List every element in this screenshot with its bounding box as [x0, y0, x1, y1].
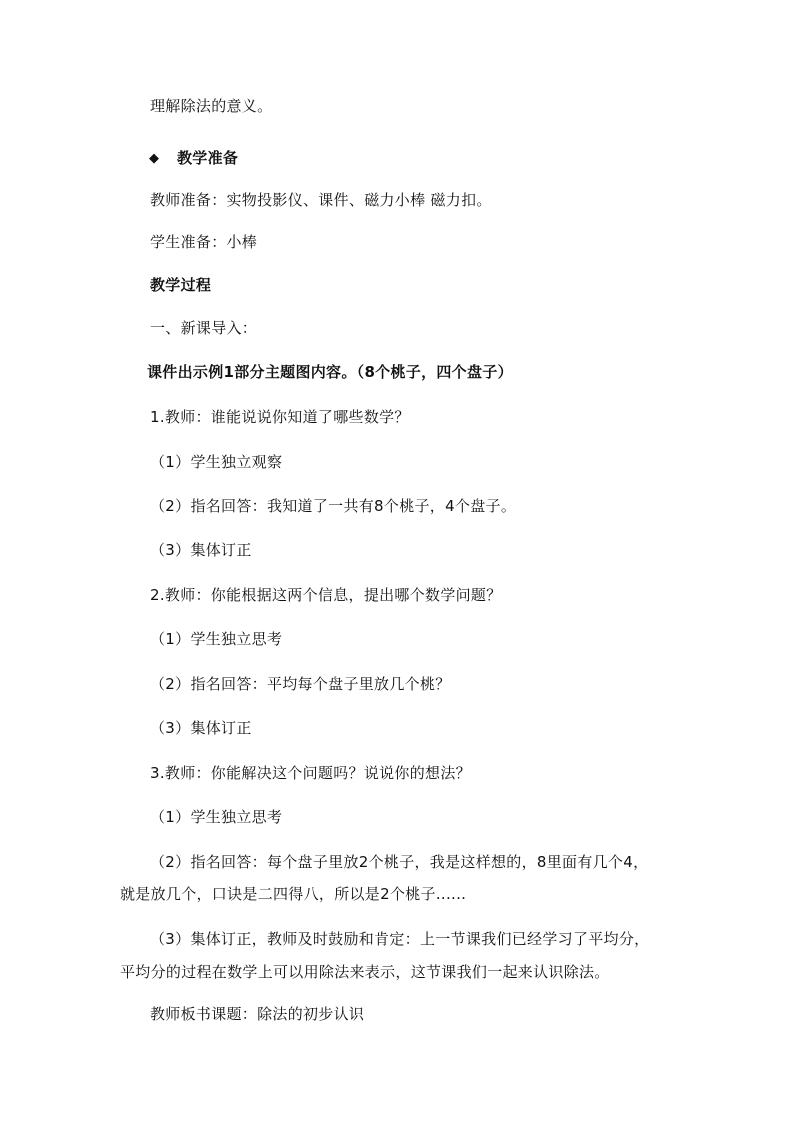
- text-line: （2）指名回答：我知道了一共有8个桃子，4个盘子。: [150, 497, 517, 515]
- text-line: 教师准备：实物投影仪、课件、磁力小棒 磁力扣。: [150, 191, 492, 209]
- text-line: 教师板书课题：除法的初步认识: [150, 1005, 365, 1023]
- text-line: （1）学生独立观察: [150, 453, 283, 471]
- diamond-bullet-icon: ◆: [149, 151, 159, 166]
- section-heading: 教学过程: [150, 276, 212, 294]
- text-line: 1.教师：谁能说说你知道了哪些数学？: [150, 408, 410, 426]
- text-line: 3.教师：你能解决这个问题吗？说说你的想法？: [150, 764, 471, 782]
- text-line: （3）集体订正: [150, 719, 252, 737]
- text-line: 理解除法的意义。: [150, 97, 273, 115]
- text-line: （2）指名回答：平均每个盘子里放几个桃？: [150, 675, 451, 693]
- text-line: 学生准备：小棒: [150, 233, 258, 251]
- text-line: 就是放几个，口诀是二四得八，所以是2个桃子......: [120, 885, 467, 903]
- text-line: （2）指名回答：每个盘子里放2个桃子，我是这样想的，8里面有几个4，: [150, 853, 649, 871]
- text-line-bold: 课件出示例1部分主题图内容。（8个桃子，四个盘子）: [147, 363, 513, 381]
- text-line: （3）集体订正: [150, 541, 252, 559]
- text-line: （1）学生独立思考: [150, 808, 283, 826]
- text-line: 一、新课导入：: [150, 319, 258, 337]
- section-heading: 教学准备: [177, 149, 239, 167]
- text-line: （3）集体订正，教师及时鼓励和肯定：上一节课我们已经学习了平均分，: [150, 930, 650, 948]
- text-line: 2.教师：你能根据这两个信息，提出哪个数学问题？: [150, 586, 502, 604]
- text-line: （1）学生独立思考: [150, 630, 283, 648]
- text-line: 平均分的过程在数学上可以用除法来表示，这节课我们一起来认识除法。: [120, 963, 610, 981]
